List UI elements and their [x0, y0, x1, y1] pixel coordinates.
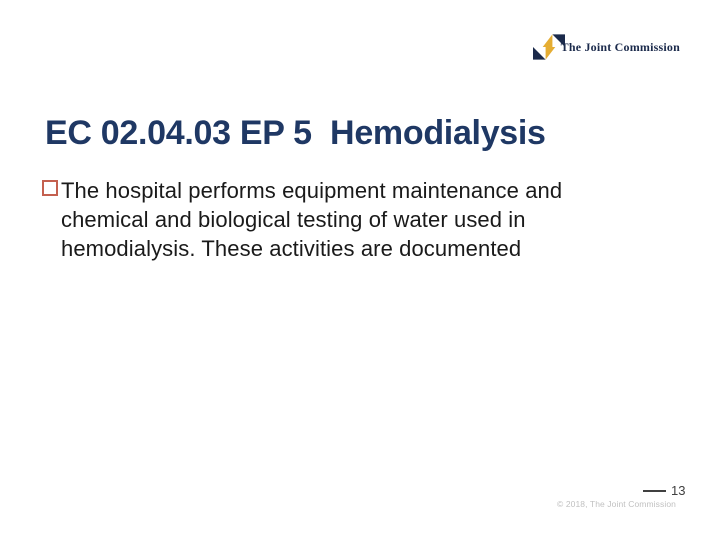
page-number-divider: [643, 490, 666, 492]
logo-triangle-gold-bottom: [545, 47, 555, 60]
square-bullet-icon: [42, 180, 58, 196]
bullet-text-line-1: The hospital performs equipment maintenance and: [61, 178, 563, 203]
logo-text: The Joint Commission: [560, 39, 680, 54]
logo-triangle-navy-bottom: [533, 47, 546, 60]
bullet-text-line-2: chemical and biological testing of water used in: [61, 207, 526, 232]
slide-title: EC 02.04.03 EP 5 Hemodialysis: [45, 114, 546, 152]
bullet-item: [42, 176, 672, 263]
copyright-text: © 2018, The Joint Commission: [557, 499, 676, 509]
logo-triangle-gold-top: [542, 34, 552, 47]
joint-commission-logo: [533, 32, 680, 62]
bullet-text-line-3: hemodialysis. These activities are documented: [61, 236, 522, 261]
page-number: 13: [671, 483, 686, 498]
